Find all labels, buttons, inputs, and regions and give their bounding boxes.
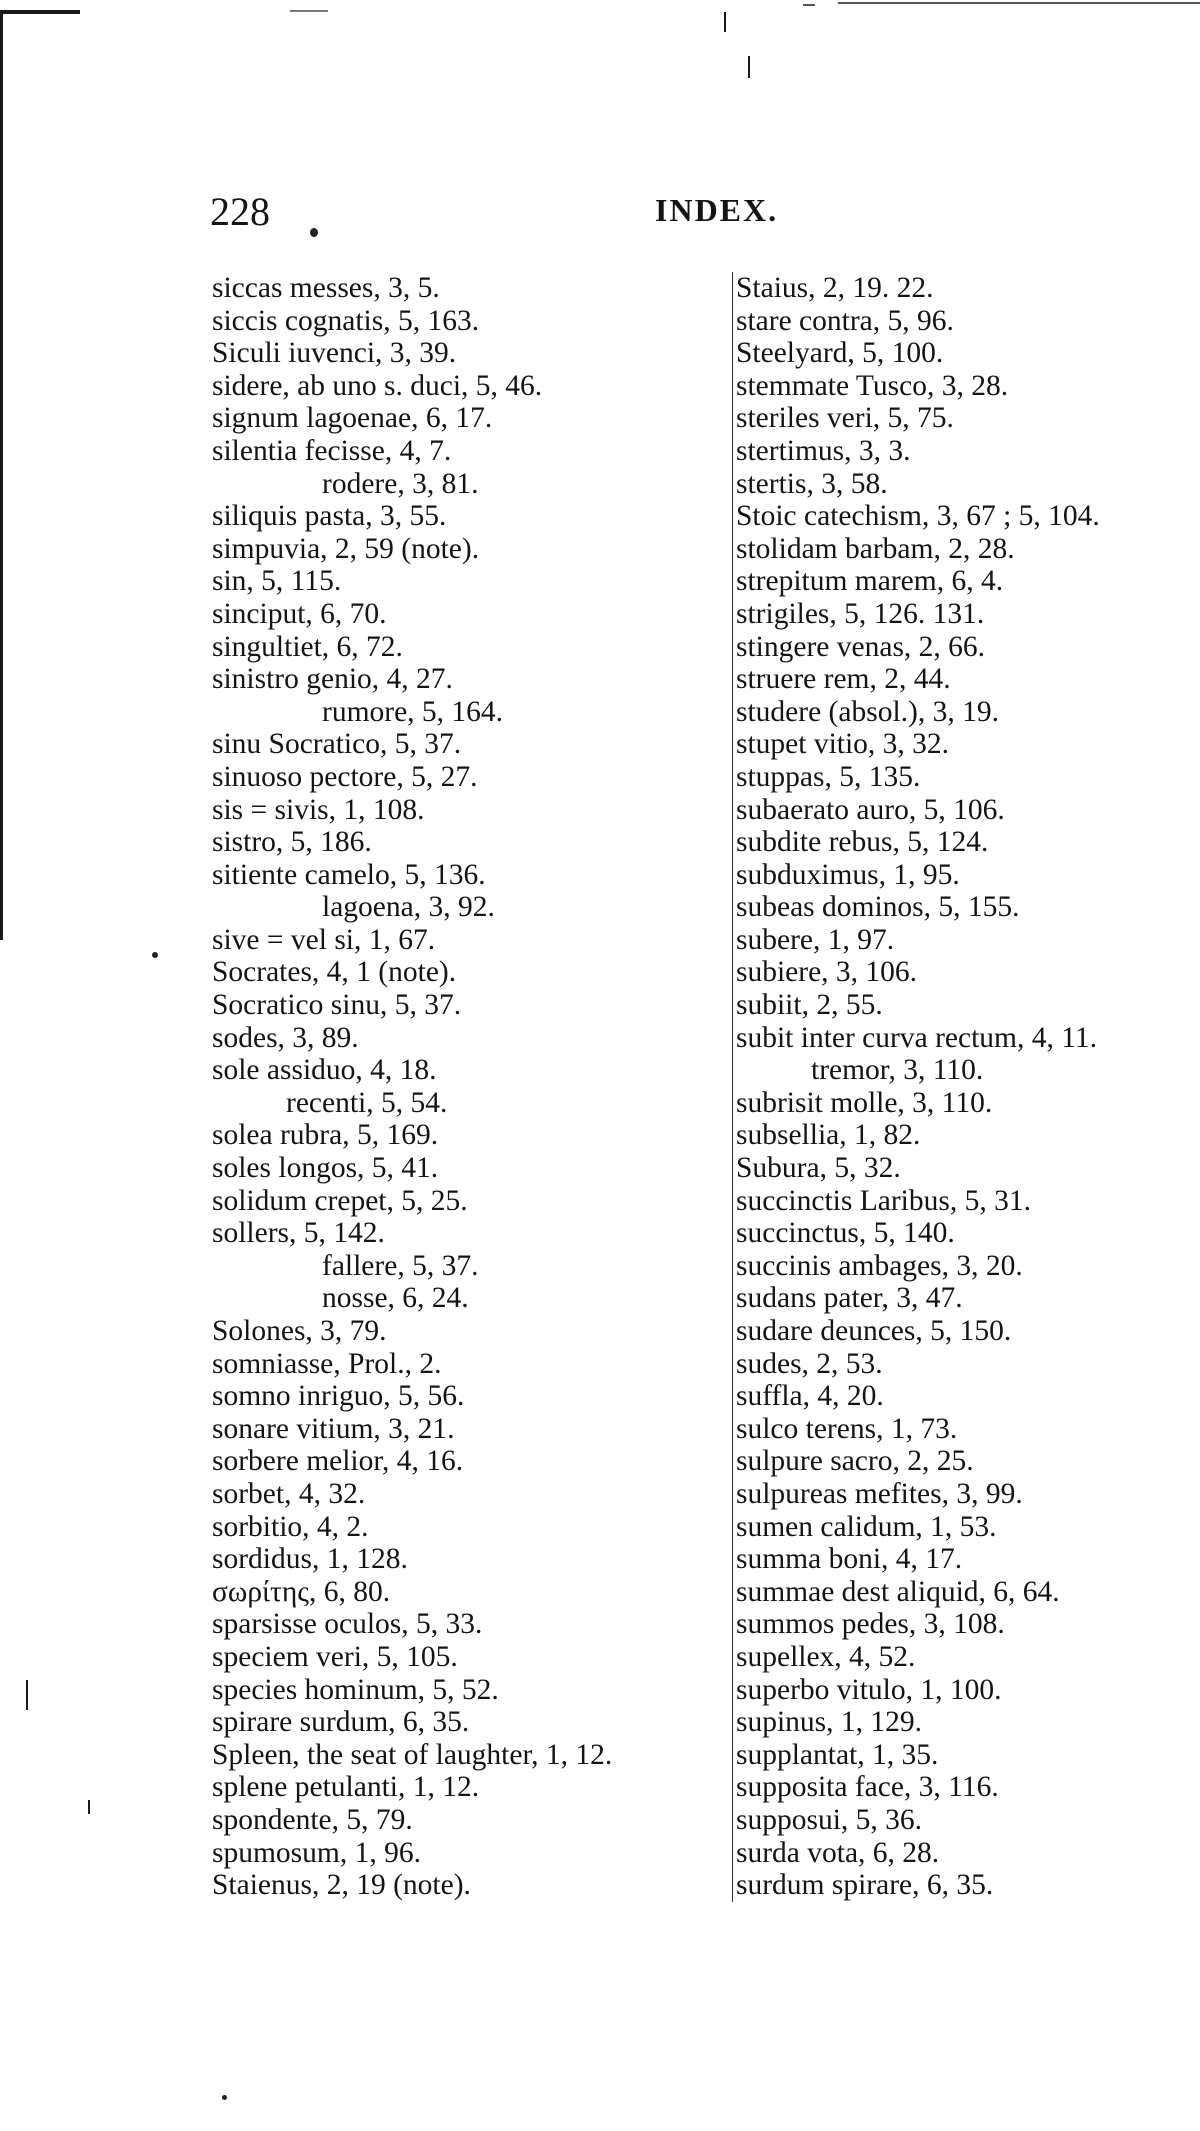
top-tick-1: [724, 12, 726, 32]
index-entry: silentia fecisse, 4, 7.: [212, 434, 452, 467]
index-entry: stolidam barbam, 2, 28.: [736, 532, 1015, 565]
index-entry: sumen calidum, 1, 53.: [736, 1510, 997, 1543]
index-entry: stertimus, 3, 3.: [736, 434, 911, 467]
index-entry: studere (absol.), 3, 19.: [736, 695, 999, 728]
index-entry: sudans pater, 3, 47.: [736, 1282, 963, 1315]
top-rule-2: [803, 4, 815, 6]
index-entry: stare contra, 5, 96.: [736, 304, 954, 337]
index-entry: supposui, 5, 36.: [736, 1803, 923, 1836]
index-entry: summae dest aliquid, 6, 64.: [736, 1575, 1060, 1608]
index-entry: sudare deunces, 5, 150.: [736, 1315, 1012, 1347]
index-entry: sistro, 5, 186.: [212, 826, 372, 859]
page-edge-mark-top: [0, 10, 80, 14]
index-entry: sinistro genio, 4, 27.: [212, 663, 453, 696]
index-entry: nosse, 6, 24.: [322, 1282, 469, 1315]
index-entry: stertis, 3, 58.: [736, 467, 888, 500]
index-entry: sodes, 3, 89.: [212, 1021, 359, 1054]
index-entry: sive = vel si, 1, 67.: [212, 923, 436, 956]
index-entry: surda vota, 6, 28.: [736, 1836, 940, 1869]
index-entry: steriles veri, 5, 75.: [736, 402, 954, 435]
index-entry: lagoena, 3, 92.: [322, 891, 495, 924]
index-entry: supellex, 4, 52.: [736, 1640, 916, 1673]
index-entry: sitiente camelo, 5, 136.: [212, 858, 486, 891]
index-entry: spumosum, 1, 96.: [212, 1836, 421, 1869]
index-entry: solidum crepet, 5, 25.: [212, 1184, 468, 1217]
index-entry: subsellia, 1, 82.: [736, 1119, 921, 1152]
index-entry: stuppas, 5, 135.: [736, 760, 921, 793]
index-entry: subrisit molle, 3, 110.: [736, 1086, 993, 1119]
index-entry: solea rubra, 5, 169.: [212, 1119, 439, 1152]
index-entry: stupet vitio, 3, 32.: [736, 728, 950, 761]
index-entry: subaerato auro, 5, 106.: [736, 793, 1005, 826]
index-entry: sin, 5, 115.: [212, 565, 342, 598]
index-entry: sinciput, 6, 70.: [212, 597, 387, 630]
page-edge-mark-left: [0, 10, 3, 940]
index-entry: sudes, 2, 53.: [736, 1347, 883, 1380]
index-entry: simpuvia, 2, 59 (note).: [212, 532, 480, 565]
index-entry: σωρίτης, 6, 80.: [212, 1575, 391, 1608]
margin-tick-2: [88, 1800, 90, 1814]
index-entry: sole assiduo, 4, 18.: [212, 1054, 437, 1087]
index-entry: Staienus, 2, 19 (note).: [212, 1869, 471, 1902]
index-entry: siliquis pasta, 3, 55.: [212, 500, 447, 533]
bottom-mark: [222, 2095, 227, 2100]
index-entry: subduximus, 1, 95.: [736, 858, 960, 891]
top-rule-3: [838, 2, 1200, 4]
page-number: 228: [210, 189, 270, 234]
index-entry: sordidus, 1, 128.: [212, 1543, 408, 1576]
index-entry: subdite rebus, 5, 124.: [736, 826, 989, 859]
index-entry: recenti, 5, 54.: [286, 1086, 448, 1119]
index-entry: sorbere melior, 4, 16.: [212, 1445, 464, 1478]
index-entry: Staius, 2, 19. 22.: [736, 272, 934, 304]
index-entry: sorbitio, 4, 2.: [212, 1510, 369, 1543]
index-entry: Solones, 3, 79.: [212, 1315, 387, 1347]
index-entry: Siculi iuvenci, 3, 39.: [212, 337, 457, 370]
index-entry: strepitum marem, 6, 4.: [736, 565, 1004, 598]
index-entry: singultiet, 6, 72.: [212, 630, 403, 663]
index-entry: sidere, ab uno s. duci, 5, 46.: [212, 369, 543, 402]
index-entry: supinus, 1, 129.: [736, 1706, 923, 1739]
index-entry: sulpure sacro, 2, 25.: [736, 1445, 974, 1478]
index-entry: supposita face, 3, 116.: [736, 1771, 999, 1804]
index-entry: succinctus, 5, 140.: [736, 1217, 955, 1250]
index-entry: sorbet, 4, 32.: [212, 1477, 366, 1510]
index-entry: subere, 1, 97.: [736, 923, 895, 956]
index-entry: rodere, 3, 81.: [322, 467, 479, 500]
index-entry: struere rem, 2, 44.: [736, 663, 951, 696]
index-entry: sulpureas mefites, 3, 99.: [736, 1477, 1023, 1510]
running-head: INDEX.: [655, 192, 779, 228]
index-entry: sinu Socratico, 5, 37.: [212, 728, 462, 761]
index-entry: spirare surdum, 6, 35.: [212, 1706, 470, 1739]
index-entry: summos pedes, 3, 108.: [736, 1608, 1005, 1641]
index-entry: Spleen, the seat of laughter, 1, 12.: [212, 1738, 613, 1771]
index-entry: subiit, 2, 55.: [736, 989, 883, 1022]
index-entry: sulco terens, 1, 73.: [736, 1412, 958, 1445]
index-entry: Subura, 5, 32.: [736, 1152, 901, 1185]
index-entry: suffla, 4, 20.: [736, 1380, 884, 1413]
index-entry: Socratico sinu, 5, 37.: [212, 989, 462, 1022]
index-entry: subiere, 3, 106.: [736, 956, 918, 989]
index-entry: superbo vitulo, 1, 100.: [736, 1673, 1002, 1706]
index-entry: summa boni, 4, 17.: [736, 1543, 963, 1576]
index-entry: speciem veri, 5, 105.: [212, 1640, 458, 1673]
margin-mark: [152, 952, 158, 958]
index-entry: supplantat, 1, 35.: [736, 1738, 939, 1771]
index-entry: sonare vitium, 3, 21.: [212, 1412, 455, 1445]
index-entry: rumore, 5, 164.: [322, 695, 504, 728]
index-entry: species hominum, 5, 52.: [212, 1673, 499, 1706]
index-entry: subit inter curva rectum, 4, 11.: [736, 1021, 1098, 1054]
index-entry: tremor, 3, 110.: [811, 1054, 984, 1087]
index-entry: sis = sivis, 1, 108.: [212, 793, 425, 826]
index-entry: fallere, 5, 37.: [322, 1249, 479, 1282]
index-entry: spondente, 5, 79.: [212, 1803, 413, 1836]
index-column-right: [732, 272, 1176, 1902]
index-entry: sollers, 5, 142.: [212, 1217, 385, 1250]
index-entry: strigiles, 5, 126. 131.: [736, 597, 985, 630]
index-entry: stemmate Tusco, 3, 28.: [736, 369, 1009, 402]
index-entry: sinuoso pectore, 5, 27.: [212, 760, 478, 793]
top-tick-2: [748, 56, 750, 78]
index-entry: siccas messes, 3, 5.: [212, 272, 440, 304]
index-entry: subeas dominos, 5, 155.: [736, 891, 1020, 924]
margin-tick-1: [26, 1680, 28, 1710]
index-entry: stingere venas, 2, 66.: [736, 630, 986, 663]
top-rule-1: [290, 10, 328, 12]
index-entry: splene petulanti, 1, 12.: [212, 1771, 480, 1804]
index-entry: soles longos, 5, 41.: [212, 1152, 439, 1185]
index-entry: succinctis Laribus, 5, 31.: [736, 1184, 1031, 1217]
index-entry: somniasse, Prol., 2.: [212, 1347, 442, 1380]
index-entry: Socrates, 4, 1 (note).: [212, 956, 457, 989]
index-entry: Steelyard, 5, 100.: [736, 337, 944, 370]
index-entry: siccis cognatis, 5, 163.: [212, 304, 480, 337]
index-column-left: [212, 272, 712, 1902]
index-entry: succinis ambages, 3, 20.: [736, 1249, 1023, 1282]
index-entry: surdum spirare, 6, 35.: [736, 1869, 994, 1902]
index-entry: Stoic catechism, 3, 67 ; 5, 104.: [736, 500, 1100, 533]
index-entry: sparsisse oculos, 5, 33.: [212, 1608, 483, 1641]
bullet-mark: [310, 228, 318, 237]
index-entry: signum lagoenae, 6, 17.: [212, 402, 493, 435]
index-entry: somno inriguo, 5, 56.: [212, 1380, 465, 1413]
